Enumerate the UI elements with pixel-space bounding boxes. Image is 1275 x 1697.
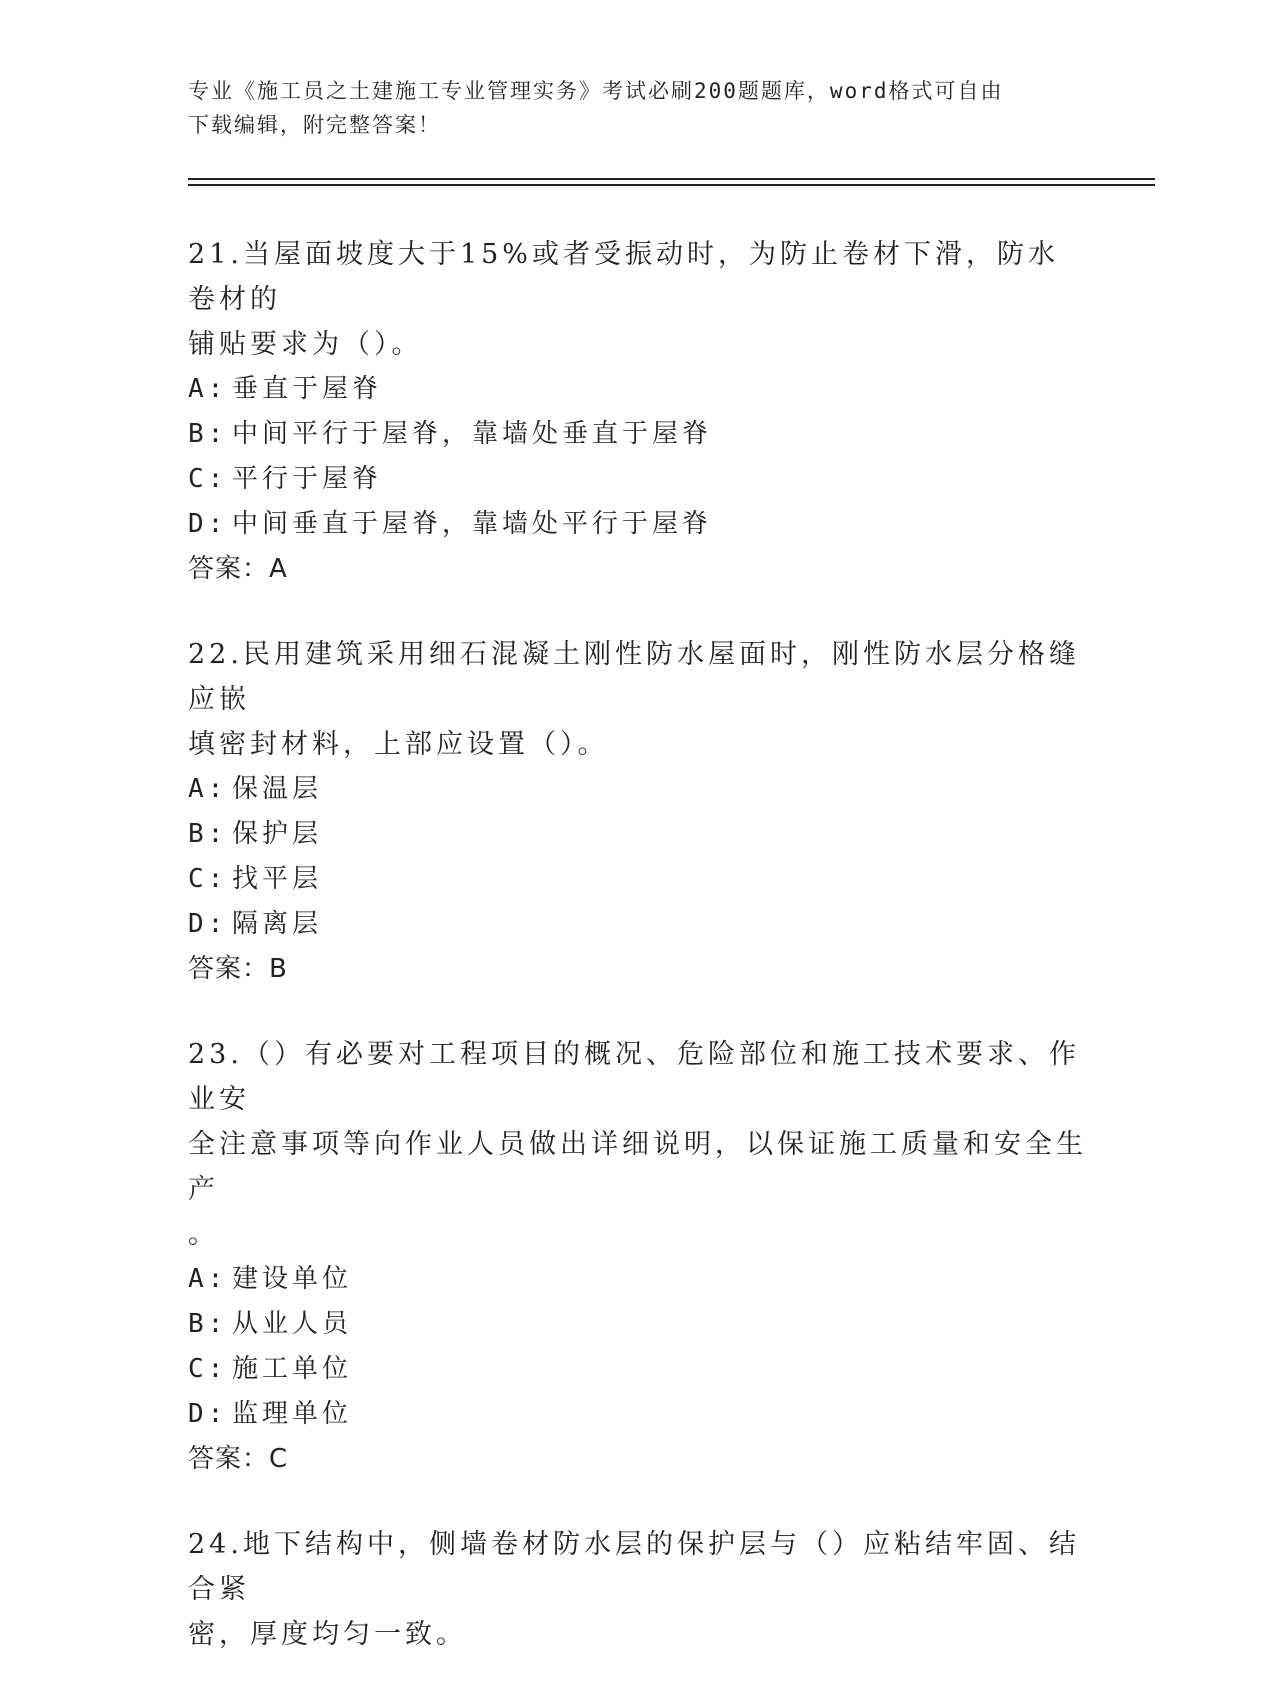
option-c — [188, 1347, 1088, 1392]
question-stem-line: 铺贴要求为（）。 — [188, 329, 423, 360]
question-stem-line: 全注意事项等向作业人员做出详细说明，以保证施工质量和安全生产 — [188, 1129, 1087, 1205]
option-key: D: — [188, 909, 228, 939]
answer-label: 答案：C — [188, 1444, 289, 1474]
option-text: 隔离层 — [232, 909, 323, 939]
option-text: 找平层 — [232, 864, 323, 894]
option-a — [188, 1257, 1088, 1302]
option-key: D: — [188, 1399, 228, 1429]
option-text: 垂直于屋脊 — [232, 374, 383, 404]
header-divider-bottom — [188, 184, 1155, 186]
question-stem-line: 21.当屋面坡度大于15%或者受振动时，为防止卷材下滑，防水卷材的 — [188, 239, 1059, 315]
document-header — [188, 74, 1068, 142]
question-24 — [188, 1522, 1088, 1657]
header-line-1: 专业《施工员之土建施工专业管理实务》考试必刷200题题库，word格式可自由 — [188, 79, 1004, 103]
option-text: 施工单位 — [232, 1354, 353, 1384]
option-key: A: — [188, 374, 228, 404]
option-a — [188, 767, 1088, 812]
option-d — [188, 1392, 1088, 1437]
option-key: A: — [188, 774, 228, 804]
option-key: B: — [188, 819, 228, 849]
option-c — [188, 457, 1088, 502]
option-text: 平行于屋脊 — [232, 464, 383, 494]
option-text: 从业人员 — [232, 1309, 353, 1339]
option-text: 保温层 — [232, 774, 323, 804]
option-text: 监理单位 — [232, 1399, 353, 1429]
option-d — [188, 502, 1088, 547]
option-key: D: — [188, 509, 228, 539]
option-key: C: — [188, 864, 228, 894]
option-key: C: — [188, 464, 228, 494]
header-divider-top — [188, 178, 1155, 180]
option-text: 保护层 — [232, 819, 323, 849]
option-key: A: — [188, 1264, 228, 1294]
option-c — [188, 857, 1088, 902]
option-b — [188, 412, 1088, 457]
option-key: B: — [188, 419, 228, 449]
option-text: 中间垂直于屋脊，靠墙处平行于屋脊 — [232, 509, 713, 539]
option-b — [188, 1302, 1088, 1347]
option-a — [188, 367, 1088, 412]
answer-label: 答案：A — [188, 554, 288, 584]
option-key: B: — [188, 1309, 228, 1339]
question-stem-line: 密，厚度均匀一致。 — [188, 1619, 467, 1650]
header-line-2: 下载编辑，附完整答案！ — [188, 113, 441, 137]
question-21 — [188, 232, 1088, 592]
option-b — [188, 812, 1088, 857]
option-text: 中间平行于屋脊，靠墙处垂直于屋脊 — [232, 419, 713, 449]
question-stem-line: 填密封材料，上部应设置（）。 — [188, 729, 609, 760]
question-list — [188, 232, 1088, 1697]
question-stem-line: 22.民用建筑采用细石混凝土刚性防水屋面时，刚性防水层分格缝应嵌 — [188, 639, 1080, 715]
question-stem-line: 。 — [188, 1219, 219, 1250]
question-22 — [188, 632, 1088, 992]
answer-label: 答案：B — [188, 954, 288, 984]
option-text: 建设单位 — [232, 1264, 353, 1294]
question-stem-line: 23.（）有必要对工程项目的概况、危险部位和施工技术要求、作业安 — [188, 1039, 1080, 1115]
option-d — [188, 902, 1088, 947]
question-stem-line: 24.地下结构中，侧墙卷材防水层的保护层与（）应粘结牢固、结合紧 — [188, 1529, 1080, 1605]
question-23 — [188, 1032, 1088, 1482]
option-key: C: — [188, 1354, 228, 1384]
